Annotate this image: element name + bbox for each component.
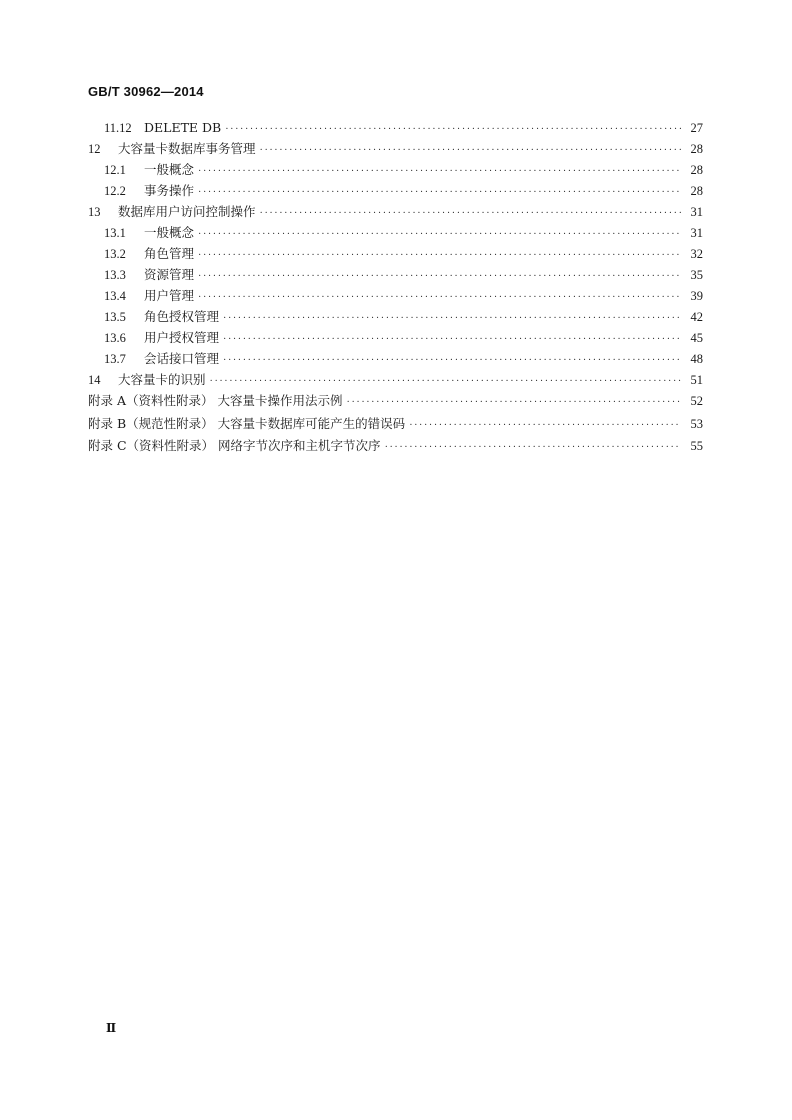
toc-dot-leader [225,119,681,140]
toc-entry-page: 32 [690,247,703,261]
toc-dot-leader [198,161,681,182]
toc-entry-title: 大容量卡数据库可能产生的错误码 [217,415,406,431]
toc-dot-leader [223,350,681,371]
toc-entry-page: 55 [690,439,703,453]
toc-entry-title: 角色授权管理 [144,309,220,324]
toc-entry-13[interactable] [88,201,703,222]
toc-entry-page: 45 [690,331,703,345]
toc-entry-12-1[interactable] [88,159,703,180]
appendix-label: 附录 A（资料性附录） [88,393,214,408]
toc-entry-title: 一般概念 [144,162,195,177]
toc-entry-number: 12.2 [104,184,126,198]
page-number: Ⅱ [106,1021,117,1035]
toc-entry-number: 13.2 [104,247,126,261]
toc-entry-title: 大容量卡数据库事务管理 [118,141,256,156]
toc-entry-number: 13 [88,205,101,219]
toc-entry-13-6[interactable] [88,327,703,348]
toc-entry-appendix-b[interactable] [88,413,703,436]
toc-dot-leader [409,415,681,438]
toc-entry-14[interactable] [88,369,703,390]
appendix-label: 附录 C（资料性附录） [88,438,215,453]
toc-entry-page: 35 [690,268,703,282]
toc-entry-number: 13.5 [104,310,126,324]
toc-dot-leader [198,224,681,245]
toc-dot-leader [198,245,681,266]
toc-entry-title: 用户管理 [144,288,195,303]
toc-dot-leader [223,329,681,350]
toc-entry-13-2[interactable] [88,243,703,264]
appendix-label: 附录 B（规范性附录） [88,415,214,431]
toc-entry-13-3[interactable] [88,264,703,285]
toc-entry-appendix-c[interactable] [88,435,703,458]
toc-entry-number: 12.1 [104,163,126,177]
table-of-contents [88,117,703,458]
toc-entry-title: DELETE DB [144,120,222,135]
toc-entry-12[interactable] [88,138,703,159]
toc-entry-page: 31 [690,226,703,240]
standard-code-header: GB/T 30962—2014 [88,84,204,99]
toc-entry-page: 27 [690,121,703,135]
toc-entry-page: 51 [690,373,703,387]
toc-entry-number: 13.7 [104,352,126,366]
toc-entry-title: 用户授权管理 [144,330,220,345]
toc-entry-number: 12 [88,142,101,156]
toc-entry-number: 11.12 [104,121,132,135]
toc-entry-title: 事务操作 [144,183,195,198]
toc-entry-13-1[interactable] [88,222,703,243]
toc-entry-page: 28 [690,142,703,156]
toc-entry-title: 一般概念 [144,225,195,240]
toc-entry-title: 数据库用户访问控制操作 [118,204,256,219]
toc-dot-leader [210,371,681,392]
toc-entry-11-12[interactable] [88,117,703,138]
toc-entry-12-2[interactable] [88,180,703,201]
toc-entry-page: 42 [690,310,703,324]
toc-dot-leader [347,392,681,415]
toc-entry-page: 28 [690,184,703,198]
toc-entry-title: 大容量卡操作用法示例 [217,393,343,408]
toc-dot-leader [198,287,681,308]
toc-entry-title: 会话接口管理 [144,351,220,366]
toc-entry-page: 28 [690,163,703,177]
toc-entry-title: 大容量卡的识别 [118,372,206,387]
toc-dot-leader [198,182,681,203]
toc-entry-appendix-a[interactable] [88,390,703,413]
toc-entry-title: 角色管理 [144,246,195,261]
toc-entry-page: 48 [690,352,703,366]
toc-entry-13-4[interactable] [88,285,703,306]
toc-entry-number: 13.1 [104,226,126,240]
toc-dot-leader [385,437,681,460]
toc-entry-page: 52 [690,394,703,408]
toc-entry-title: 网络字节次序和主机字节次序 [218,438,381,453]
toc-dot-leader [260,140,681,161]
toc-dot-leader [223,308,681,329]
toc-entry-number: 13.3 [104,268,126,282]
toc-dot-leader [198,266,681,287]
toc-dot-leader [260,203,681,224]
toc-entry-number: 13.6 [104,331,126,345]
toc-entry-number: 13.4 [104,289,126,303]
toc-entry-number: 14 [88,373,101,387]
toc-entry-13-7[interactable] [88,348,703,369]
toc-entry-page: 39 [690,289,703,303]
toc-entry-13-5[interactable] [88,306,703,327]
toc-entry-title: 资源管理 [144,267,195,282]
toc-entry-page: 31 [690,205,703,219]
toc-entry-page: 53 [690,416,703,431]
